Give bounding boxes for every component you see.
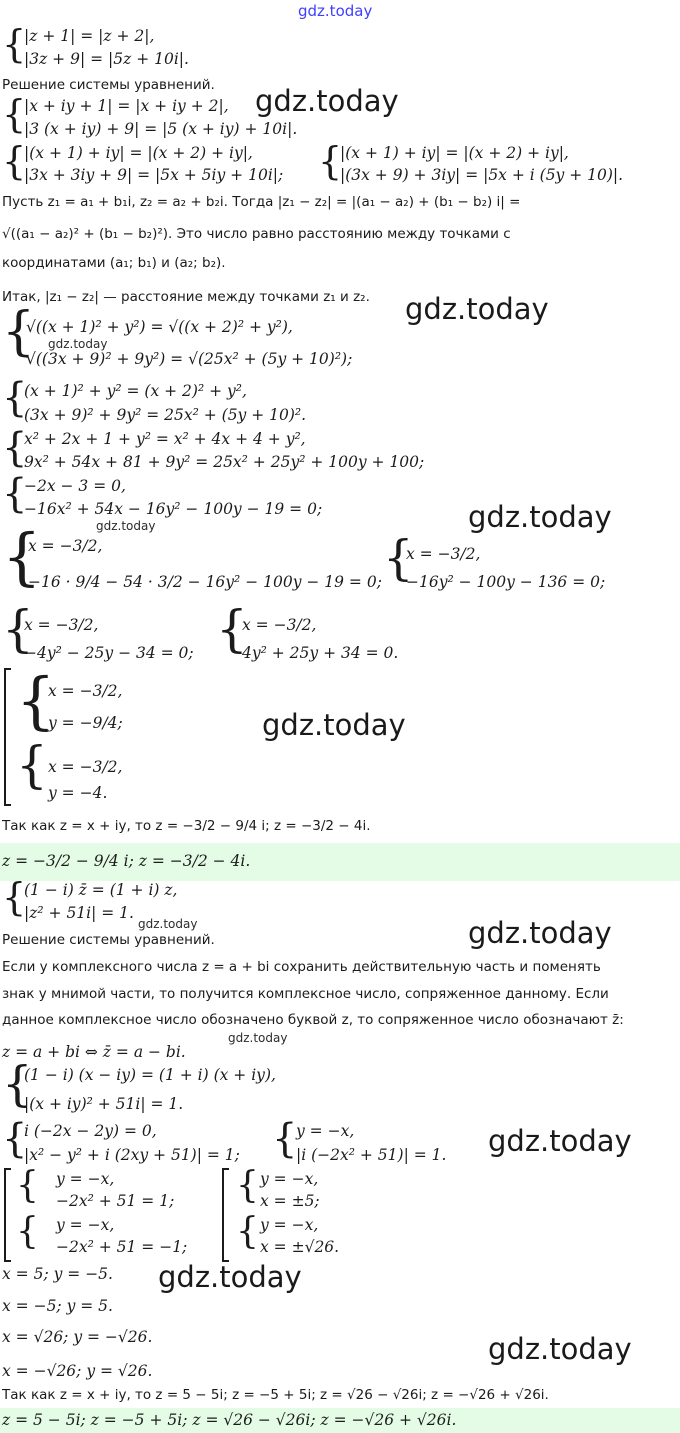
answer-line: z = 5 − 5i; z = −5 + 5i; z = √26 − √26i; z = −√26 + √26i. <box>2 1411 457 1429</box>
paragraph-line: Итак, |z₁ − z₂| — расстояние между точками z₁ и z₂. <box>2 289 370 305</box>
system-brace: { <box>16 1165 39 1206</box>
equation-line: |(x + iy)² + 51i| = 1. <box>24 1095 184 1113</box>
watermark: gdz.today <box>262 708 406 742</box>
system-brace: { <box>2 1116 28 1162</box>
equation-line: x = −3/2, <box>242 616 317 634</box>
equation-line: −2x² + 51 = −1; <box>56 1238 188 1256</box>
equation-line: x = −3/2, <box>48 682 123 700</box>
equation-line: |(x + 1) + iy| = |(x + 2) + iy|, <box>24 144 253 162</box>
paragraph-line: данное комплексное число обозначено буквой z, то сопряженное число обозначают z̄: <box>2 1012 624 1028</box>
paragraph-line: √((a₁ − a₂)² + (b₁ − b₂)²). Это число равно расстоянию между точками с <box>2 226 511 242</box>
system-brace: { <box>2 139 27 183</box>
set-bracket <box>222 1168 229 1262</box>
equation-line: x² + 2x + 1 + y² = x² + 4x + 4 + y², <box>24 430 306 448</box>
equation-line: |3z + 9| = |5z + 10i|. <box>24 50 189 68</box>
watermark: gdz.today <box>405 292 549 326</box>
system-brace: { <box>2 520 42 593</box>
equation-line: (1 − i) z̄ = (1 + i) z, <box>24 881 178 899</box>
watermark: gdz.today <box>488 1332 632 1366</box>
equation-line: (1 − i) (x − iy) = (1 + i) (x + iy), <box>24 1066 276 1084</box>
system-brace: { <box>16 1211 39 1252</box>
system-brace: { <box>2 875 27 919</box>
equation-line: −16x² + 54x − 16y² − 100y − 19 = 0; <box>24 500 323 518</box>
root-line: x = 5; y = −5. <box>2 1265 113 1283</box>
equation-line: −16y² − 100y − 136 = 0; <box>406 573 606 591</box>
watermark-small: gdz.today <box>96 519 156 533</box>
system-brace: { <box>2 92 27 136</box>
equation-line: (x + 1)² + y² = (x + 2)² + y², <box>24 382 247 400</box>
paragraph-line: Так как z = x + iy, то z = −3/2 − 9/4 i; z = −3/2 − 4i. <box>2 818 371 834</box>
system-brace: { <box>216 600 248 658</box>
system-brace: { <box>2 22 27 66</box>
system-brace: { <box>236 1211 259 1252</box>
system-brace: { <box>383 530 414 586</box>
set-bracket <box>4 1168 11 1262</box>
equation-line: −2x² + 51 = 1; <box>56 1192 175 1210</box>
system-brace: { <box>16 736 48 794</box>
system-brace: { <box>2 1056 33 1112</box>
equation-line: −4y² − 25y − 34 = 0; <box>24 644 194 662</box>
system-brace: { <box>16 664 56 737</box>
root-line: x = −5; y = 5. <box>2 1297 113 1315</box>
set-bracket <box>4 668 11 806</box>
equation-line: x = −3/2, <box>24 616 99 634</box>
equation-line: 4y² + 25y + 34 = 0. <box>242 644 399 662</box>
equation-line: z = a + bi ⇔ z̄ = a − bi. <box>2 1043 186 1061</box>
equation-line: |3x + 3iy + 9| = |5x + 5iy + 10i|; <box>24 166 284 184</box>
equation-line: x = −3/2, <box>28 537 103 555</box>
section-label: Решение системы уравнений. <box>2 77 215 93</box>
system-brace: { <box>2 471 28 517</box>
paragraph-line: координатами (a₁; b₁) и (a₂; b₂). <box>2 255 226 271</box>
root-line: x = −√26; y = √26. <box>2 1362 153 1380</box>
root-line: x = √26; y = −√26. <box>2 1328 153 1346</box>
section-label: Решение системы уравнений. <box>2 932 215 948</box>
equation-line: |i (−2x² + 51)| = 1. <box>296 1146 447 1164</box>
equation-line: |z + 1| = |z + 2|, <box>24 27 155 45</box>
equation-line: |3 (x + iy) + 9| = |5 (x + iy) + 10i|. <box>24 120 298 138</box>
watermark-small: gdz.today <box>228 1031 288 1045</box>
watermark: gdz.today <box>255 84 399 118</box>
equation-line: x = ±5; <box>260 1192 320 1210</box>
system-brace: { <box>2 425 28 471</box>
system-brace: { <box>236 1165 259 1206</box>
equation-line: y = −x, <box>56 1170 115 1188</box>
equation-line: y = −x, <box>260 1170 319 1188</box>
watermark: gdz.today <box>488 1124 632 1158</box>
watermark-small: gdz.today <box>138 917 198 931</box>
equation-line: |(x + 1) + iy| = |(x + 2) + iy|, <box>340 144 569 162</box>
equation-line: 9x² + 54x + 81 + 9y² = 25x² + 25y² + 100y + 100; <box>24 453 425 471</box>
equation-line: |z² + 51i| = 1. <box>24 904 134 922</box>
answer-line: z = −3/2 − 9/4 i; z = −3/2 − 4i. <box>2 852 251 870</box>
watermark-small: gdz.today <box>48 337 108 351</box>
equation-line: x = −3/2, <box>48 758 123 776</box>
system-brace: { <box>2 302 36 362</box>
equation-line: √((3x + 9)² + 9y²) = √(25x² + (5y + 10)²); <box>26 350 353 368</box>
equation-line: (3x + 9)² + 9y² = 25x² + (5y + 10)². <box>24 406 307 424</box>
equation-line: y = −x, <box>296 1122 355 1140</box>
equation-line: −2x − 3 = 0, <box>24 477 126 495</box>
paragraph-line: Пусть z₁ = a₁ + b₁i, z₂ = a₂ + b₂i. Тогда |z₁ − z₂| = |(a₁ − a₂) + (b₁ − b₂) i| = <box>2 194 521 210</box>
equation-line: |(3x + 9) + 3iy| = |5x + i (5y + 10)|. <box>340 166 624 184</box>
equation-line: y = −x, <box>56 1216 115 1234</box>
equation-line: x = −3/2, <box>406 545 481 563</box>
paragraph-line: знак у мнимой части, то получится комплексное число, сопряженное данному. Если <box>2 986 609 1002</box>
watermark: gdz.today <box>468 500 612 534</box>
equation-line: y = −x, <box>260 1216 319 1234</box>
system-brace: { <box>2 375 28 421</box>
equation-line: y = −4. <box>48 784 108 802</box>
system-brace: { <box>272 1116 298 1162</box>
equation-line: √((x + 1)² + y²) = √((x + 2)² + y²), <box>26 318 293 336</box>
equation-line: |x² − y² + i (2xy + 51)| = 1; <box>24 1146 240 1164</box>
watermark: gdz.today <box>158 1260 302 1294</box>
watermark-top: gdz.today <box>298 2 373 20</box>
equation-line: |x + iy + 1| = |x + iy + 2|, <box>24 97 229 115</box>
system-brace: { <box>318 139 343 183</box>
equation-line: y = −9/4; <box>48 714 123 732</box>
paragraph-line: Так как z = x + iy, то z = 5 − 5i; z = −5 + 5i; z = √26 − √26i; z = −√26 + √26i. <box>2 1387 549 1403</box>
system-brace: { <box>2 600 34 658</box>
paragraph-line: Если у комплексного числа z = a + bi сохранить действительную часть и поменять <box>2 959 601 975</box>
equation-line: i (−2x − 2y) = 0, <box>24 1122 157 1140</box>
equation-line: x = ±√26. <box>260 1238 340 1256</box>
watermark: gdz.today <box>468 916 612 950</box>
equation-line: −16 · 9/4 − 54 · 3/2 − 16y² − 100y − 19 = 0; <box>28 573 382 591</box>
